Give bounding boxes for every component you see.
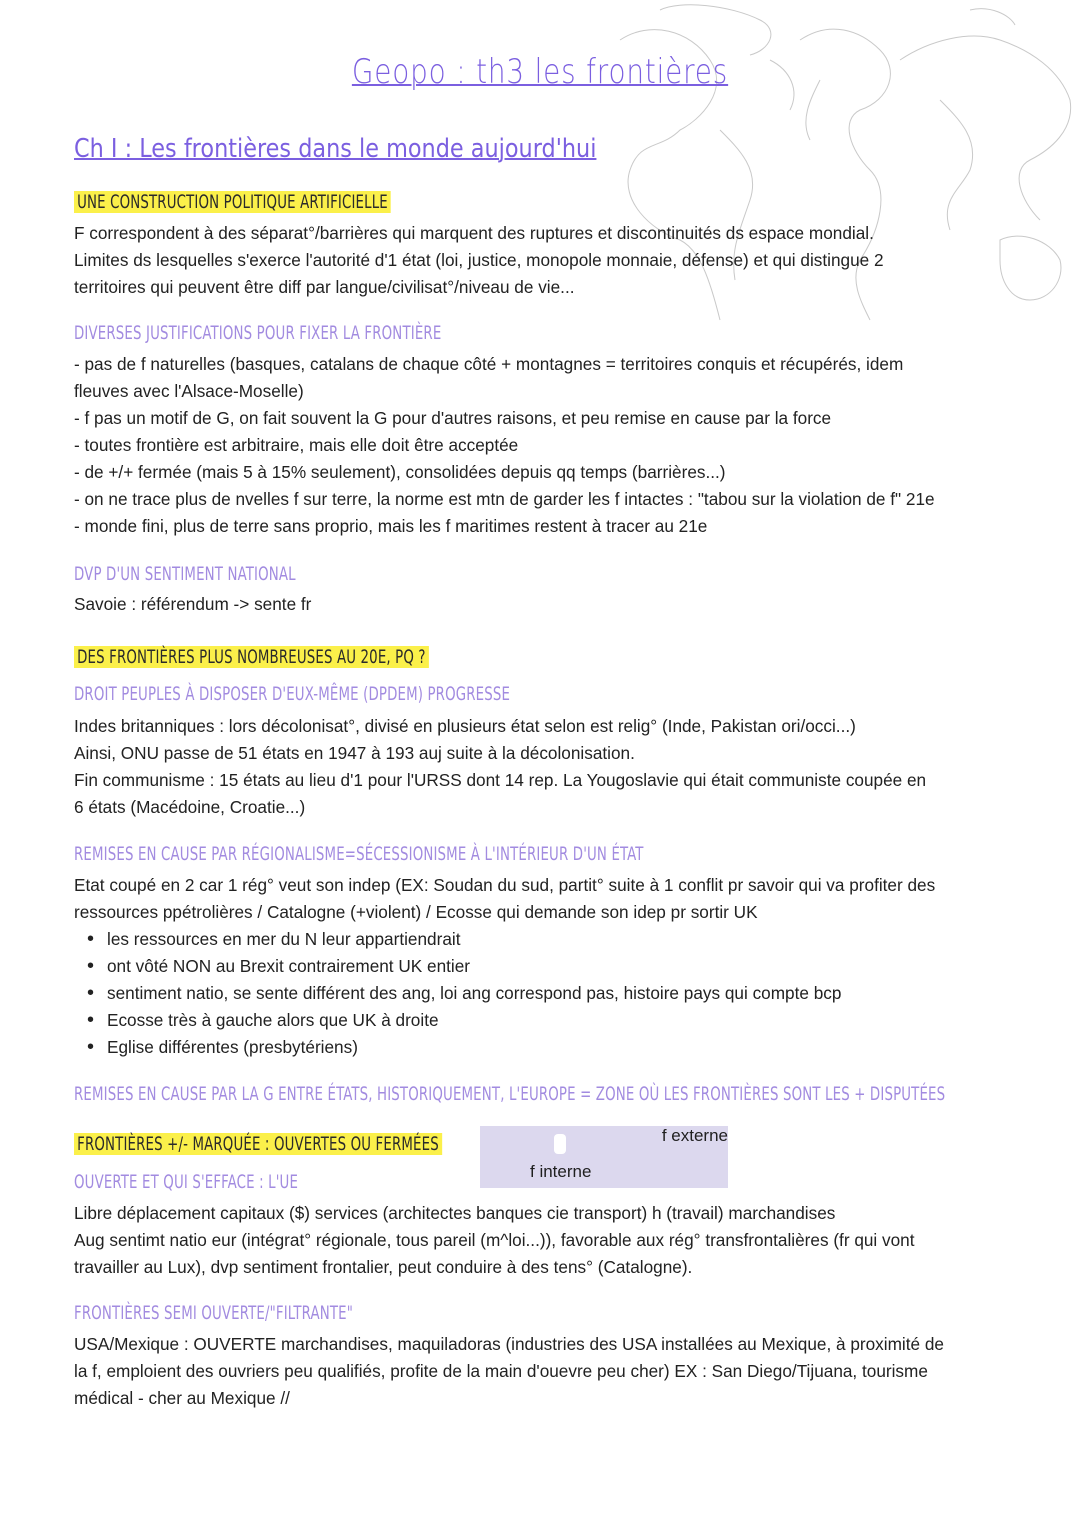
text-line: - de +/+ fermée (mais 5 à 15% seulement), consolidées depuis qq temps (barrières...) xyxy=(74,462,726,482)
text-line: 6 états (Macédoine, Croatie...) xyxy=(74,797,306,817)
text-line: - f pas un motif de G, on fait souvent la G pour d'autres raisons, et peu remise en cause par la force xyxy=(74,408,832,428)
page-title: Geopo : th3 les frontières xyxy=(351,52,729,92)
paragraph-construction xyxy=(74,220,1006,301)
text-line: Etat coupé en 2 car 1 rég° veut son indep (EX: Soudan du sud, partit° suite à 1 conflit pr savoir qui va profiter des xyxy=(74,875,936,895)
text-line: USA/Mexique : OUVERTE marchandises, maquiladoras (industries des USA installées au Mexique, à proximité de xyxy=(74,1334,944,1354)
list-item: • Ecosse très à gauche alors que UK à droite xyxy=(107,1007,1039,1034)
paragraph-justifications xyxy=(74,351,1006,540)
text-line: Libre déplacement capitaux ($) services (architectes banques cie transport) h (travail) marchandises xyxy=(74,1203,836,1223)
subheading-ue: OUVERTE ET QUI S'EFFACE : L'UE xyxy=(74,1171,299,1193)
subheading-guerre-europe: REMISES EN CAUSE PAR LA G ENTRE ÉTATS, HISTORIQUEMENT, L'EUROPE = ZONE OÙ LES FRONTIÈRES SONT LES + DISPUTÉES xyxy=(74,1083,946,1105)
list-item: • sentiment natio, se sente différent des ang, loi ang correspond pas, histoire pays qui compte bcp xyxy=(107,980,1039,1007)
legend-internal: f interne xyxy=(530,1162,592,1181)
text-line: Limites ds lesquelles s'exerce l'autorité d'1 état (loi, justice, monopole monnaie, défense) et qui distingue 2 xyxy=(74,250,884,270)
section-heading-marquee xyxy=(74,1133,442,1155)
text-line: - monde fini, plus de terre sans proprio, mais les f maritimes restent à tracer au 21e xyxy=(74,516,708,536)
legend-marker xyxy=(554,1134,566,1154)
paragraph-ue xyxy=(74,1200,1006,1281)
text-line: Indes britanniques : lors décolonisat°, divisé en plusieurs état selon est relig° (Inde, Pakistan ori/occi...) xyxy=(74,716,856,736)
subheading-justifications: DIVERSES JUSTIFICATIONS POUR FIXER LA FRONTIÈRE xyxy=(74,322,442,344)
text-line: la f, emploient des ouvriers peu qualifiés, profite de la main d'ouevre peu cher) EX : San Diego/Tijuana, tourisme xyxy=(74,1361,928,1381)
text-line: - on ne trace plus de nvelles f sur terre, la norme est mtn de garder les f intactes : "tabou sur la violation de f" 21e xyxy=(74,489,935,509)
section-heading-construction xyxy=(74,191,391,213)
legend-external: f externe xyxy=(661,1126,728,1145)
text-line: ressources ppétrolières / Catalogne (+violent) / Ecosse qui demande son idep pr sortir UK xyxy=(74,902,758,922)
highlighted-heading: DES FRONTIÈRES PLUS NOMBREUSES AU 20E, PQ ? xyxy=(74,646,429,668)
text-line: fleuves avec l'Alsace-Moselle) xyxy=(74,381,304,401)
text-line: Aug sentimt natio eur (intégrat° régionale, tous pareil (m^loi...)), favorable aux rég° transfrontalières (fr qui vont xyxy=(74,1230,915,1250)
text-line: - toutes frontière est arbitraire, mais elle doit être acceptée xyxy=(74,435,519,455)
paragraph-regionalisme xyxy=(74,872,1006,926)
text-line: Ainsi, ONU passe de 51 états en 1947 à 193 auj suite à la décolonisation. xyxy=(74,743,635,763)
frontier-legend-box xyxy=(480,1126,728,1188)
list-item: • ont vôté NON au Brexit contrairement UK entier xyxy=(107,953,1039,980)
bullet-list-ecosse xyxy=(74,926,1039,1061)
chapter-heading: Ch I : Les frontières dans le monde aujourd'hui xyxy=(74,134,597,164)
paragraph-dpdem xyxy=(74,713,1006,821)
highlighted-heading: FRONTIÈRES +/- MARQUÉE : OUVERTES OU FERMÉES xyxy=(74,1133,442,1155)
subheading-dpdem: DROIT PEUPLES À DISPOSER D'EUX-MÊME (DPDEM) PROGRESSE xyxy=(74,683,511,705)
subheading-sentiment: DVP D'UN SENTIMENT NATIONAL xyxy=(74,563,296,585)
subheading-regionalisme: REMISES EN CAUSE PAR RÉGIONALISME=SÉCESSIONISME À L'INTÉRIEUR D'UN ÉTAT xyxy=(74,843,644,865)
text-line: - pas de f naturelles (basques, catalans de chaque côté + montagnes = territoires conquis et récupérés, idem xyxy=(74,354,904,374)
text-line: territoires qui peuvent être diff par langue/civilisat°/niveau de vie... xyxy=(74,277,575,297)
subheading-filtrante: FRONTIÈRES SEMI OUVERTE/"FILTRANTE" xyxy=(74,1302,354,1324)
text-line: médical - cher au Mexique // xyxy=(74,1388,290,1408)
paragraph-filtrante xyxy=(74,1331,1006,1412)
text-line: travailler au Lux), dvp sentiment frontalier, peut conduire à des tens° (Catalogne). xyxy=(74,1257,693,1277)
text-line: F correspondent à des séparat°/barrières qui marquent des ruptures et discontinuités ds espace mondial. xyxy=(74,223,874,243)
text-line: Fin communisme : 15 états au lieu d'1 pour l'URSS dont 14 rep. La Yougoslavie qui était communiste coupée en xyxy=(74,770,927,790)
list-item: • Eglise différentes (presbytériens) xyxy=(107,1034,1039,1061)
list-item: • les ressources en mer du N leur appartiendrait xyxy=(107,926,1039,953)
section-heading-nombreuses xyxy=(74,646,429,668)
paragraph-sentiment: Savoie : référendum -> sente fr xyxy=(74,594,312,614)
highlighted-heading: UNE CONSTRUCTION POLITIQUE ARTIFICIELLE xyxy=(74,191,391,213)
